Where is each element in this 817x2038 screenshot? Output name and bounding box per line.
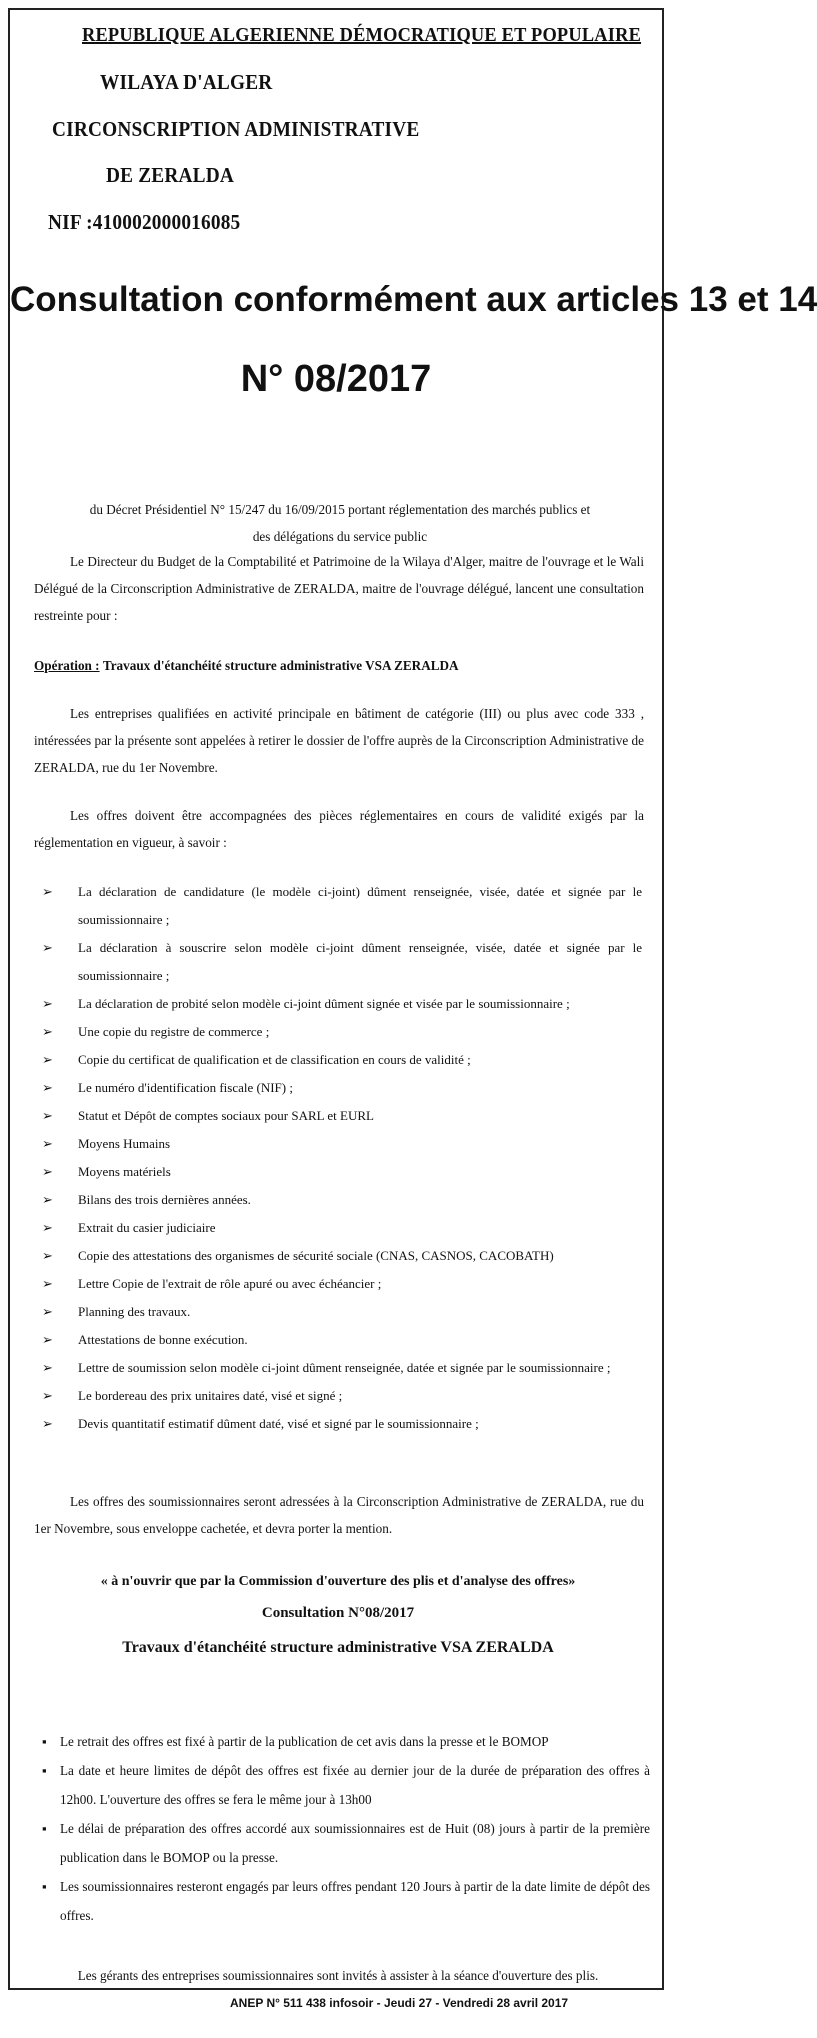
- document-item-text: Le numéro d'identification fiscale (NIF) ;: [78, 1080, 293, 1095]
- square-bullet-icon: ▪: [42, 1821, 47, 1836]
- arrow-bullet-icon: ➢: [42, 1360, 53, 1375]
- document-item: [42, 1186, 642, 1214]
- header-wilaya: WILAYA D'ALGER: [100, 70, 273, 94]
- document-item-text: Statut et Dépôt de comptes sociaux pour SARL et EURL: [78, 1108, 374, 1123]
- document-item-text: La déclaration à souscrire selon modèle ci-joint dûment renseignée, visée, datée et signée par le soumissionnaire ;: [78, 940, 642, 983]
- header-republic: REPUBLIQUE ALGERIENNE DÉMOCRATIQUE ET POPULAIRE: [82, 24, 642, 46]
- square-bullet-icon: ▪: [42, 1879, 47, 1894]
- document-item-text: Lettre de soumission selon modèle ci-joint dûment renseignée, datée et signée par le soumissionnaire ;: [78, 1360, 611, 1375]
- arrow-bullet-icon: ➢: [42, 1332, 53, 1347]
- document-item: [42, 1158, 642, 1186]
- header-nif: NIF :410002000016085: [48, 210, 241, 234]
- consultation-number: N° 08/2017: [240, 358, 432, 400]
- arrow-bullet-icon: ➢: [42, 1192, 53, 1207]
- operation-label: Opération :: [34, 658, 100, 673]
- document-item-text: Moyens matériels: [78, 1164, 171, 1179]
- document-item: [42, 990, 642, 1018]
- arrow-bullet-icon: ➢: [42, 940, 53, 955]
- document-item: [42, 1046, 642, 1074]
- arrow-bullet-icon: ➢: [42, 1220, 53, 1235]
- document-item: [42, 1410, 642, 1438]
- notice-frame: [8, 8, 817, 1990]
- arrow-bullet-icon: ➢: [42, 1080, 53, 1095]
- qualified-paragraph: Les entreprises qualifiées en activité principale en bâtiment de catégorie (III) ou plus avec code 333 , intéressées par la présente sont appelées à retirer le dossier de l'offre auprès de la Circonscription Administrative de ZERALDA, rue du 1er Novembre.: [34, 706, 644, 775]
- arrow-bullet-icon: ➢: [42, 1164, 53, 1179]
- condition-item: [42, 1814, 650, 1872]
- document-item-text: Planning des travaux.: [78, 1304, 191, 1319]
- document-item: [42, 1018, 642, 1046]
- condition-item-text: Les soumissionnaires resteront engagés par leurs offres pendant 120 Jours à partir de la date limite de dépôt des offres.: [60, 1879, 650, 1923]
- document-item: [42, 934, 642, 990]
- arrow-bullet-icon: ➢: [42, 996, 53, 1011]
- arrow-bullet-icon: ➢: [42, 1024, 53, 1039]
- arrow-bullet-icon: ➢: [42, 884, 53, 899]
- closing-paragraph: Les gérants des entreprises soumissionnaires sont invités à assister à la séance d'ouverture des plis.: [77, 1968, 599, 1983]
- arrow-bullet-icon: ➢: [42, 1304, 53, 1319]
- document-item: [42, 1298, 642, 1326]
- arrow-bullet-icon: ➢: [42, 1248, 53, 1263]
- document-item-text: Attestations de bonne exécution.: [78, 1332, 248, 1347]
- arrow-bullet-icon: ➢: [42, 1052, 53, 1067]
- document-item: [42, 1242, 642, 1270]
- document-item-text: Extrait du casier judiciaire: [78, 1220, 216, 1235]
- intro-paragraph: Le Directeur du Budget de la Comptabilité et Patrimoine de la Wilaya d'Alger, maitre de l'ouvrage et le Wali Délégué de la Circonscription Administrative de ZERALDA, maitre de l'ouvrage délégué, lancent une consultation restreinte pour :: [34, 554, 644, 623]
- header-zeralda: DE ZERALDA: [106, 163, 234, 187]
- arrow-bullet-icon: ➢: [42, 1388, 53, 1403]
- mention-line-3: Travaux d'étanchéité structure administrative VSA ZERALDA: [122, 1639, 554, 1656]
- documents-intro: Les offres doivent être accompagnées des pièces réglementaires en cours de validité exigés par la réglementation en vigueur, à savoir :: [34, 808, 644, 850]
- document-item: [42, 1326, 642, 1354]
- operation-line: [34, 652, 644, 679]
- condition-item-text: La date et heure limites de dépôt des offres est fixée au dernier jour de la durée de préparation des offres à 12h00. L'ouverture des offres se fera le même jour à 13h00: [60, 1763, 650, 1807]
- arrow-bullet-icon: ➢: [42, 1108, 53, 1123]
- document-item: [42, 1382, 642, 1410]
- document-item: [42, 1130, 642, 1158]
- document-item: [42, 1074, 642, 1102]
- condition-item-text: Le retrait des offres est fixé à partir de la publication de cet avis dans la presse et le BOMOP: [60, 1734, 549, 1749]
- condition-item-text: Le délai de préparation des offres accordé aux soumissionnaires est de Huit (08) jours à partir de la première publication dans le BOMOP ou la presse.: [60, 1821, 650, 1865]
- document-item-text: Copie des attestations des organismes de sécurité sociale (CNAS, CASNOS, CACOBATH): [78, 1248, 554, 1263]
- publication-footer: ANEP N° 511 438 infosoir - Jeudi 27 - Vendredi 28 avril 2017: [230, 1996, 569, 2010]
- condition-item: [42, 1872, 650, 1930]
- decree-reference: du Décret Présidentiel N° 15/247 du 16/09/2015 portant réglementation des marchés publics et des délégations du service public: [89, 502, 591, 544]
- condition-item: [42, 1756, 650, 1814]
- document-item-text: Bilans des trois dernières années.: [78, 1192, 251, 1207]
- document-item-text: Moyens Humains: [78, 1136, 171, 1151]
- document-item: [42, 1270, 642, 1298]
- mention-line-2: Consultation N°08/2017: [261, 1605, 415, 1621]
- document-item-text: Copie du certificat de qualification et de classification en cours de validité ;: [78, 1052, 471, 1067]
- document-item-text: Une copie du registre de commerce ;: [78, 1024, 270, 1039]
- document-item: [42, 878, 642, 934]
- document-item-text: Devis quantitatif estimatif dûment daté, visé et signé par le soumissionnaire ;: [78, 1416, 479, 1431]
- page-title: Consultation conformément aux articles 13 et 14: [10, 280, 817, 319]
- operation-text: Travaux d'étanchéité structure administrative VSA ZERALDA: [102, 658, 459, 673]
- conditions-list: [42, 1727, 650, 1930]
- document-item-text: La déclaration de probité selon modèle ci-joint dûment signée et visée par le soumissionnaire ;: [78, 996, 570, 1011]
- square-bullet-icon: ▪: [42, 1763, 47, 1778]
- required-documents-list: [42, 878, 642, 1438]
- square-bullet-icon: ▪: [42, 1734, 47, 1749]
- document-item-text: La déclaration de candidature (le modèle ci-joint) dûment renseignée, visée, datée et signée par le soumissionnaire ;: [78, 884, 642, 927]
- document-item: [42, 1102, 642, 1130]
- document-item: [42, 1214, 642, 1242]
- arrow-bullet-icon: ➢: [42, 1276, 53, 1291]
- mention-line-1: « à n'ouvrir que par la Commission d'ouverture des plis et d'analyse des offres»: [100, 1574, 576, 1589]
- addressed-paragraph: Les offres des soumissionnaires seront adressées à la Circonscription Administrative de ZERALDA, rue du 1er Novembre, sous enveloppe cachetée, et devra porter la mention.: [34, 1494, 644, 1536]
- arrow-bullet-icon: ➢: [42, 1136, 53, 1151]
- condition-item: [42, 1727, 650, 1756]
- arrow-bullet-icon: ➢: [42, 1416, 53, 1431]
- document-item: [42, 1354, 642, 1382]
- document-item-text: Lettre Copie de l'extrait de rôle apuré ou avec échéancier ;: [78, 1276, 382, 1291]
- header-circonscription: CIRCONSCRIPTION ADMINISTRATIVE: [52, 117, 420, 141]
- document-item-text: Le bordereau des prix unitaires daté, visé et signé ;: [78, 1388, 343, 1403]
